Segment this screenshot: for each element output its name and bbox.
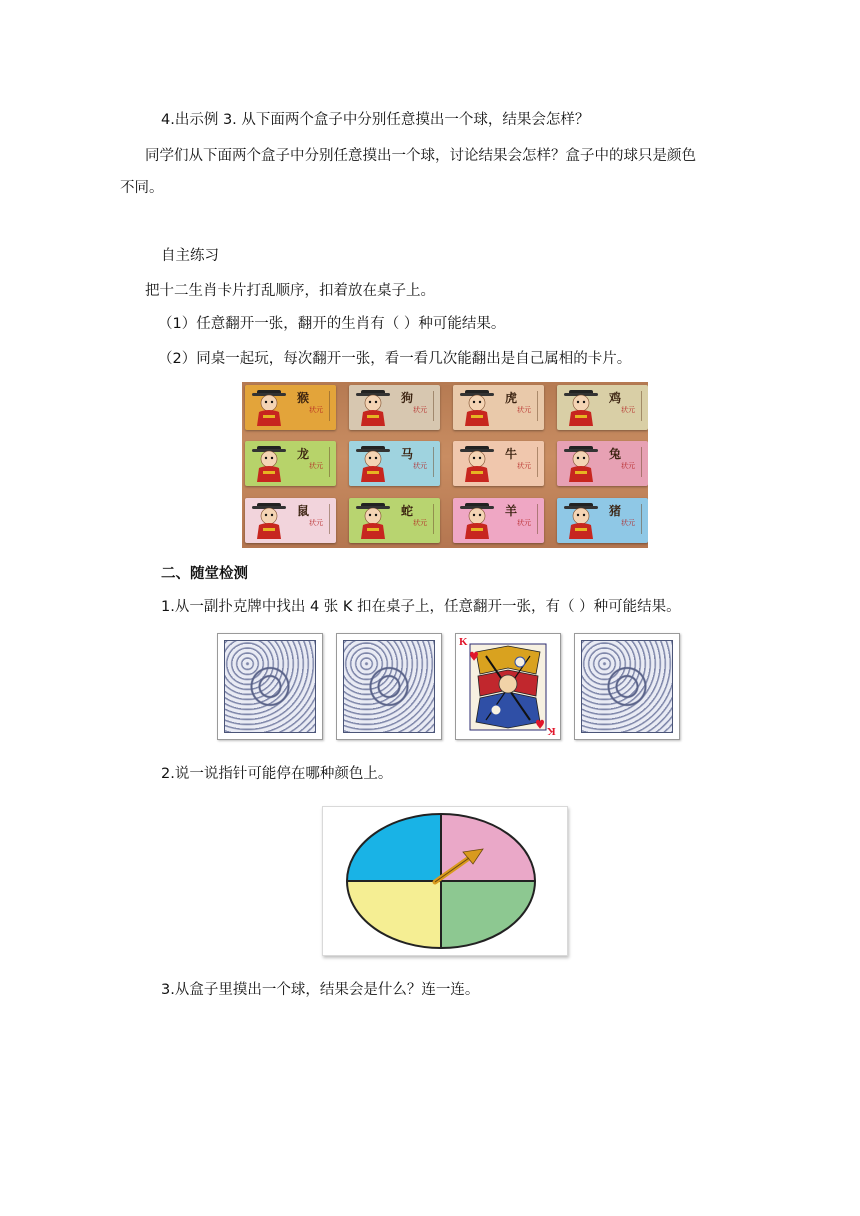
zodiac-figure-icon bbox=[561, 388, 601, 428]
zodiac-name: 羊 bbox=[505, 504, 518, 518]
zodiac-name: 虎 bbox=[505, 391, 518, 405]
zodiac-card bbox=[349, 441, 440, 486]
zodiac-seal: 状元 bbox=[517, 462, 531, 470]
spinner-image bbox=[322, 806, 568, 956]
spinner-sector-top-right bbox=[441, 814, 535, 881]
example-3-paragraph-line2: 不同。 bbox=[120, 180, 164, 196]
zodiac-seal: 状元 bbox=[621, 462, 635, 470]
zodiac-seal: 状元 bbox=[309, 519, 323, 527]
spinner-sector-bottom-right bbox=[441, 881, 535, 948]
check-question-2: 2.说一说指针可能停在哪种颜色上。 bbox=[161, 766, 393, 782]
card-back-3 bbox=[574, 633, 680, 740]
practice-question-1: （1）任意翻开一张，翻开的生肖有（ ）种可能结果。 bbox=[158, 316, 506, 332]
zodiac-name: 猪 bbox=[609, 504, 622, 518]
zodiac-decoration bbox=[329, 391, 330, 421]
zodiac-name: 龙 bbox=[297, 447, 310, 461]
zodiac-decoration bbox=[641, 447, 642, 477]
zodiac-figure-icon bbox=[353, 388, 393, 428]
zodiac-seal: 状元 bbox=[413, 519, 427, 527]
spinner-sector-top-left bbox=[347, 814, 441, 881]
spinner-wheel bbox=[323, 807, 567, 955]
king-of-hearts-card bbox=[455, 633, 561, 740]
practice-instruction: 把十二生肖卡片打乱顺序，扣着放在桌子上。 bbox=[145, 283, 435, 299]
zodiac-seal: 状元 bbox=[621, 406, 635, 414]
zodiac-decoration bbox=[537, 391, 538, 421]
card-back-pattern bbox=[224, 640, 316, 733]
zodiac-figure-icon bbox=[353, 501, 393, 541]
zodiac-decoration bbox=[433, 447, 434, 477]
zodiac-decoration bbox=[537, 504, 538, 534]
zodiac-name: 鸡 bbox=[609, 391, 622, 405]
spinner-sector-bottom-left bbox=[347, 881, 441, 948]
example-3-paragraph-line1: 同学们从下面两个盒子中分别任意摸出一个球，讨论结果会怎样？盒子中的球只是颜色 bbox=[145, 148, 696, 164]
zodiac-decoration bbox=[329, 447, 330, 477]
zodiac-decoration bbox=[641, 391, 642, 421]
zodiac-decoration bbox=[433, 391, 434, 421]
zodiac-figure-icon bbox=[249, 501, 289, 541]
check-question-1: 1.从一副扑克牌中找出 4 张 K 扣在桌子上，任意翻开一张，有（ ）种可能结果。 bbox=[161, 599, 681, 615]
zodiac-seal: 状元 bbox=[517, 406, 531, 414]
zodiac-name: 牛 bbox=[505, 447, 518, 461]
section-2-heading: 二、随堂检测 bbox=[161, 566, 248, 582]
card-rank-bottom: K bbox=[547, 725, 556, 737]
zodiac-seal: 状元 bbox=[309, 406, 323, 414]
zodiac-figure-icon bbox=[353, 444, 393, 484]
zodiac-decoration bbox=[641, 504, 642, 534]
card-back-pattern bbox=[581, 640, 673, 733]
example-3-prompt: 4.出示例 3. 从下面两个盒子中分别任意摸出一个球，结果会怎样？ bbox=[161, 112, 590, 128]
zodiac-name: 蛇 bbox=[401, 504, 414, 518]
card-back-2 bbox=[336, 633, 442, 740]
zodiac-card bbox=[245, 441, 336, 486]
practice-heading: 自主练习 bbox=[161, 248, 219, 264]
card-back-pattern bbox=[343, 640, 435, 733]
zodiac-name: 鼠 bbox=[297, 504, 310, 518]
zodiac-card bbox=[453, 441, 544, 486]
zodiac-name: 猴 bbox=[297, 391, 310, 405]
zodiac-name: 狗 bbox=[401, 391, 414, 405]
zodiac-figure-icon bbox=[457, 388, 497, 428]
zodiac-name: 兔 bbox=[609, 447, 622, 461]
zodiac-name: 马 bbox=[401, 447, 414, 461]
zodiac-card bbox=[557, 385, 648, 430]
zodiac-card bbox=[245, 385, 336, 430]
zodiac-seal: 状元 bbox=[413, 406, 427, 414]
king-of-hearts-figure bbox=[456, 634, 560, 739]
zodiac-card bbox=[557, 441, 648, 486]
zodiac-seal: 状元 bbox=[413, 462, 427, 470]
zodiac-figure-icon bbox=[249, 444, 289, 484]
card-back-1 bbox=[217, 633, 323, 740]
zodiac-card bbox=[453, 385, 544, 430]
zodiac-card bbox=[453, 498, 544, 543]
card-rank-top: K bbox=[459, 636, 468, 648]
check-question-3: 3.从盒子里摸出一个球，结果会是什么？连一连。 bbox=[161, 982, 480, 998]
zodiac-seal: 状元 bbox=[621, 519, 635, 527]
zodiac-cards-image bbox=[242, 382, 648, 548]
zodiac-card bbox=[349, 385, 440, 430]
practice-question-2: （2）同桌一起玩，每次翻开一张，看一看几次能翻出是自己属相的卡片。 bbox=[158, 351, 632, 367]
zodiac-seal: 状元 bbox=[309, 462, 323, 470]
zodiac-figure-icon bbox=[249, 388, 289, 428]
zodiac-figure-icon bbox=[457, 444, 497, 484]
zodiac-card bbox=[557, 498, 648, 543]
zodiac-card bbox=[349, 498, 440, 543]
zodiac-figure-icon bbox=[561, 501, 601, 541]
zodiac-decoration bbox=[433, 504, 434, 534]
zodiac-seal: 状元 bbox=[517, 519, 531, 527]
zodiac-figure-icon bbox=[561, 444, 601, 484]
zodiac-card bbox=[245, 498, 336, 543]
zodiac-decoration bbox=[537, 447, 538, 477]
zodiac-decoration bbox=[329, 504, 330, 534]
zodiac-figure-icon bbox=[457, 501, 497, 541]
